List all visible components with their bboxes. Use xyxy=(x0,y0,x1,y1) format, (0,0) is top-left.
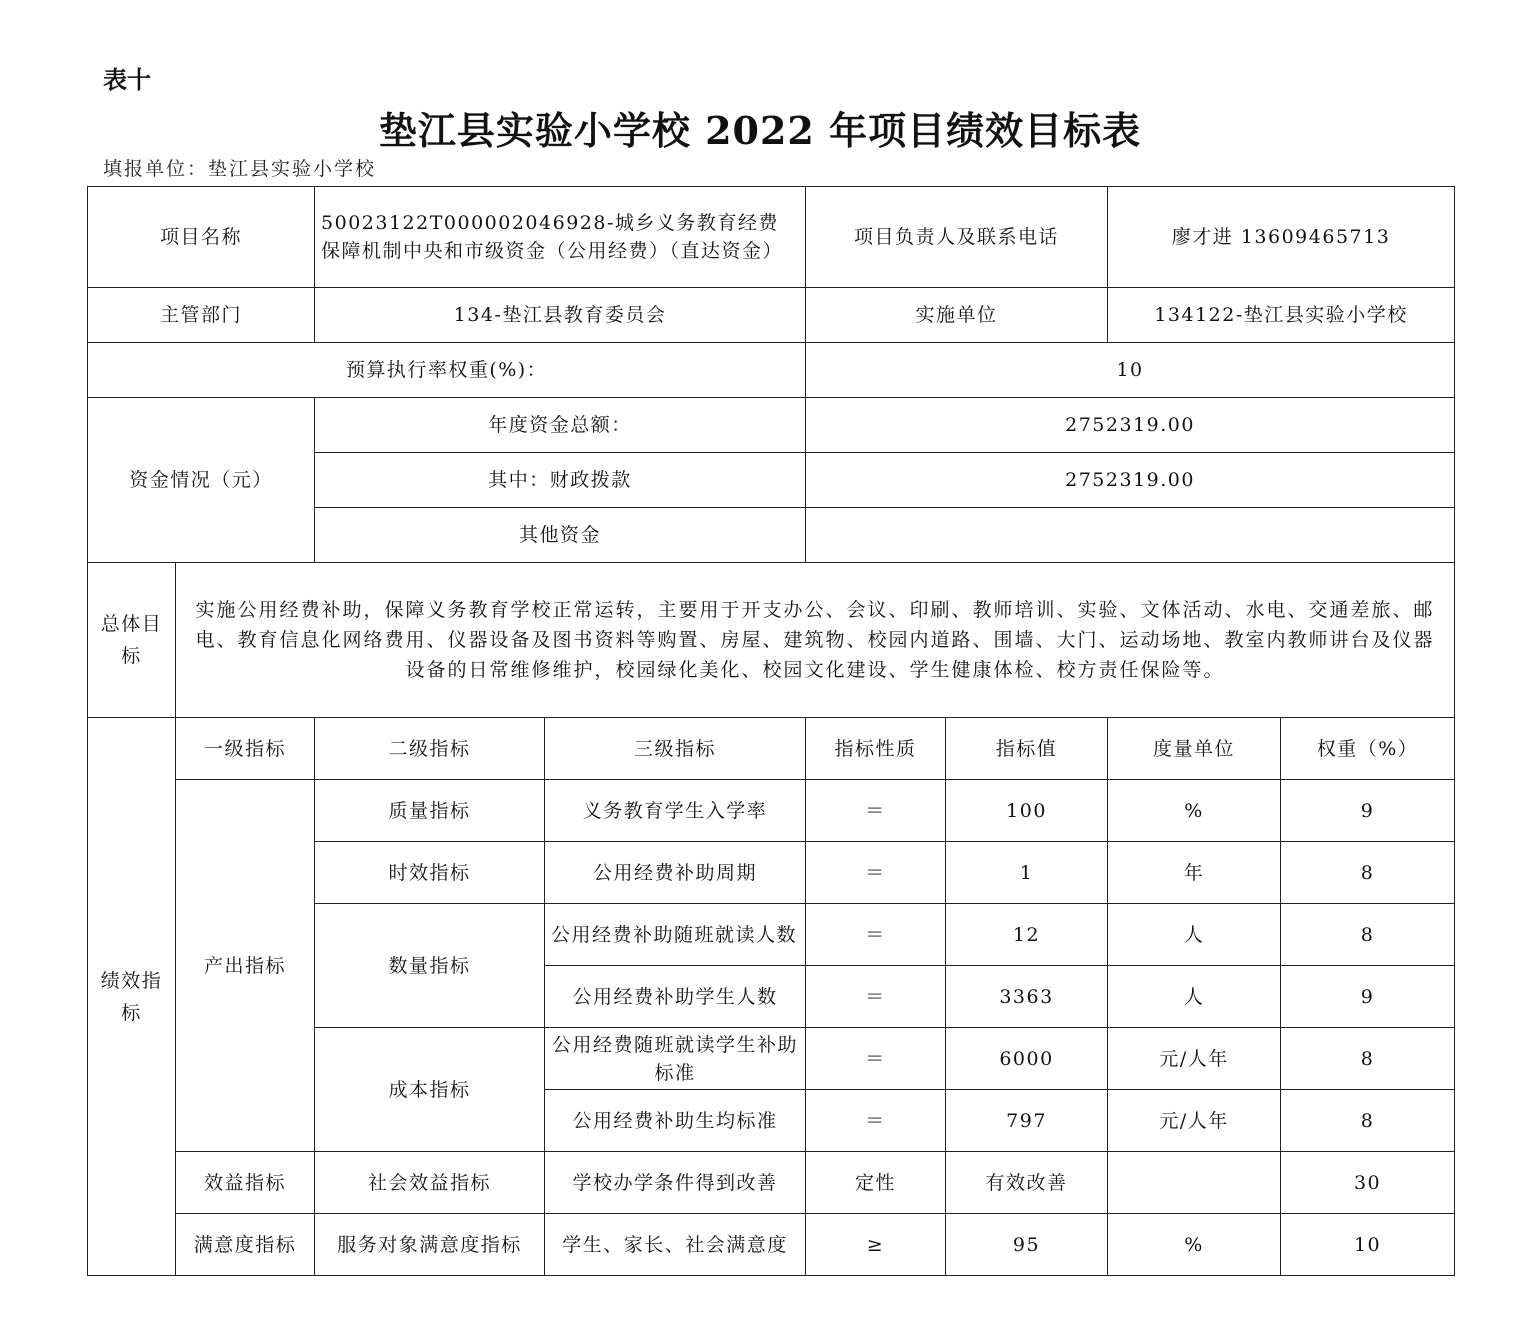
performance-target-table xyxy=(87,186,1455,1276)
header-cell: 指标性质 xyxy=(806,718,946,780)
value-cell: 3363 xyxy=(946,966,1108,1028)
level1-satisfaction: 满意度指标 xyxy=(176,1214,315,1276)
value-cell: 12 xyxy=(946,904,1108,966)
level3-cell: 公用经费随班就读学生补助标准 xyxy=(545,1028,806,1090)
unit-cell: % xyxy=(1108,780,1281,842)
funds-fiscal-value: 2752319.00 xyxy=(806,453,1455,508)
row-project-name xyxy=(88,187,1455,288)
level3-cell: 公用经费补助周期 xyxy=(545,842,806,904)
goal-text: 实施公用经费补助，保障义务教育学校正常运转，主要用于开支办公、会议、印刷、教师培训、实验、文体活动、水电、交通差旅、邮电、教育信息化网络费用、仪器设备及图书资料等购置、房屋、建筑物、校园内道路、围墙、大门、运动场地、教室内教师讲台及仪器设备的日常维修维护，校园绿化美化、校园文化建设、学生健康体检、校方责任保险等。 xyxy=(176,563,1455,718)
page-title: 垫江县实验小学校 2022 年项目绩效目标表 xyxy=(378,108,1142,153)
unit-cell: 人 xyxy=(1108,904,1281,966)
table-row xyxy=(88,780,1455,842)
level2-quality: 质量指标 xyxy=(315,780,545,842)
header-cell: 度量单位 xyxy=(1108,718,1281,780)
dept-label: 主管部门 xyxy=(88,288,315,343)
level2-service: 服务对象满意度指标 xyxy=(315,1214,545,1276)
weight-cell: 30 xyxy=(1281,1152,1455,1214)
weight-value: 10 xyxy=(806,343,1455,398)
row-overall-goal xyxy=(88,563,1455,718)
header-cell: 三级指标 xyxy=(545,718,806,780)
project-name-label: 项目名称 xyxy=(88,187,315,288)
unit-cell: 人 xyxy=(1108,966,1281,1028)
table-row xyxy=(88,1214,1455,1276)
dept-value: 134-垫江县教育委员会 xyxy=(315,288,806,343)
unit-cell: 年 xyxy=(1108,842,1281,904)
level3-cell: 义务教育学生入学率 xyxy=(545,780,806,842)
level3-cell: 公用经费补助生均标准 xyxy=(545,1090,806,1152)
header-cell: 二级指标 xyxy=(315,718,545,780)
leader-value: 廖才进 13609465713 xyxy=(1108,187,1455,288)
value-cell: 797 xyxy=(946,1090,1108,1152)
nature-cell: ＝ xyxy=(806,966,946,1028)
funds-total-value: 2752319.00 xyxy=(806,398,1455,453)
nature-cell: ＝ xyxy=(806,1028,946,1090)
funds-label: 资金情况（元） xyxy=(88,398,315,563)
weight-cell: 9 xyxy=(1281,780,1455,842)
funds-fiscal-label: 其中：财政拨款 xyxy=(315,453,806,508)
reporting-unit: 填报单位：垫江县实验小学校 xyxy=(103,158,377,180)
weight-label: 预算执行率权重(%)： xyxy=(88,343,806,398)
row-department xyxy=(88,288,1455,343)
funds-other-label: 其他资金 xyxy=(315,508,806,563)
nature-cell: ≥ xyxy=(806,1214,946,1276)
funds-other-value xyxy=(806,508,1455,563)
weight-cell: 8 xyxy=(1281,842,1455,904)
nature-cell: ＝ xyxy=(806,780,946,842)
goal-label: 总体目标 xyxy=(88,563,176,718)
level2-social: 社会效益指标 xyxy=(315,1152,545,1214)
level2-timeliness: 时效指标 xyxy=(315,842,545,904)
value-cell: 有效改善 xyxy=(946,1152,1108,1214)
level3-cell: 学校办学条件得到改善 xyxy=(545,1152,806,1214)
nature-cell: ＝ xyxy=(806,1090,946,1152)
level3-cell: 公用经费补助随班就读人数 xyxy=(545,904,806,966)
value-cell: 100 xyxy=(946,780,1108,842)
unit-cell: 元/人年 xyxy=(1108,1028,1281,1090)
row-perf-header xyxy=(88,718,1455,780)
nature-cell: ＝ xyxy=(806,904,946,966)
level3-cell: 公用经费补助学生人数 xyxy=(545,966,806,1028)
value-cell: 6000 xyxy=(946,1028,1108,1090)
weight-cell: 8 xyxy=(1281,904,1455,966)
row-funds-total xyxy=(88,398,1455,453)
table-number: 表十 xyxy=(103,66,151,94)
value-cell: 1 xyxy=(946,842,1108,904)
row-budget-weight xyxy=(88,343,1455,398)
value-cell: 95 xyxy=(946,1214,1108,1276)
header-cell: 权重（%） xyxy=(1281,718,1455,780)
level2-quantity: 数量指标 xyxy=(315,904,545,1028)
header-cell: 一级指标 xyxy=(176,718,315,780)
weight-cell: 8 xyxy=(1281,1090,1455,1152)
level2-cost: 成本指标 xyxy=(315,1028,545,1152)
leader-label: 项目负责人及联系电话 xyxy=(806,187,1108,288)
impl-value: 134122-垫江县实验小学校 xyxy=(1108,288,1455,343)
weight-cell: 9 xyxy=(1281,966,1455,1028)
impl-label: 实施单位 xyxy=(806,288,1108,343)
nature-cell: ＝ xyxy=(806,842,946,904)
project-name-value: 50023122T000002046928-城乡义务教育经费保障机制中央和市级资金（公用经费）（直达资金） xyxy=(315,187,806,288)
nature-cell: 定性 xyxy=(806,1152,946,1214)
level1-benefit: 效益指标 xyxy=(176,1152,315,1214)
weight-cell: 10 xyxy=(1281,1214,1455,1276)
header-cell: 指标值 xyxy=(946,718,1108,780)
unit-cell: % xyxy=(1108,1214,1281,1276)
level3-cell: 学生、家长、社会满意度 xyxy=(545,1214,806,1276)
table-row xyxy=(88,1152,1455,1214)
level1-output: 产出指标 xyxy=(176,780,315,1152)
weight-cell: 8 xyxy=(1281,1028,1455,1090)
unit-cell xyxy=(1108,1152,1281,1214)
funds-total-label: 年度资金总额： xyxy=(315,398,806,453)
perf-label: 绩效指标 xyxy=(88,718,176,1276)
unit-cell: 元/人年 xyxy=(1108,1090,1281,1152)
